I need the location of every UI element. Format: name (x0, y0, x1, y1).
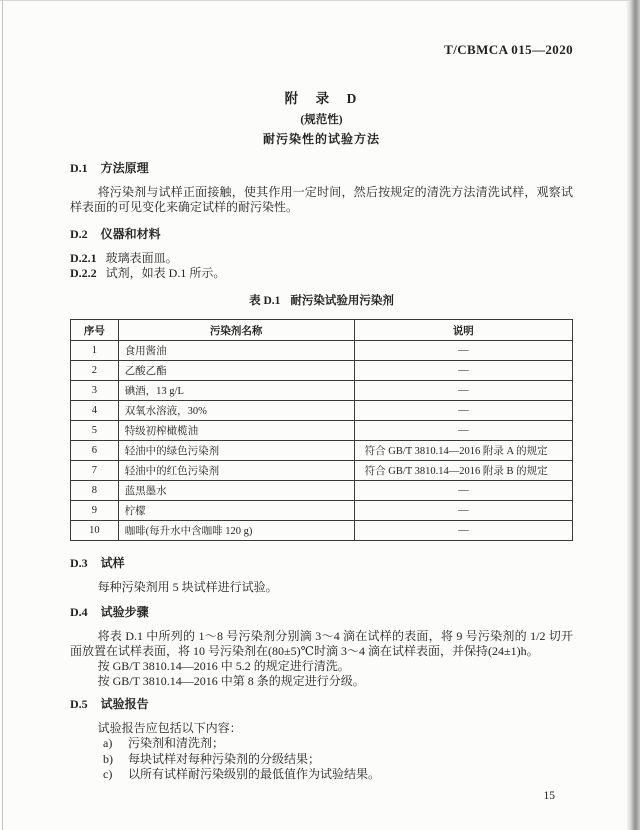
table-header-row (71, 320, 573, 341)
cell-no: 8 (71, 481, 119, 501)
clause-d2-heading (70, 226, 573, 242)
table-caption-number: 表 D.1 (249, 295, 281, 307)
appendix-normative-note: (规范性) (300, 114, 343, 126)
table-caption (70, 294, 573, 309)
clause-d1-title: 方法原理 (100, 161, 149, 175)
cell-no: 1 (71, 341, 119, 361)
cell-note: — (354, 481, 572, 501)
cell-no: 3 (71, 381, 119, 401)
page-content (70, 0, 573, 783)
list-item-label: b) (103, 751, 113, 766)
clause-d3-paragraph: 每种污染剂用 5 块试样进行试验。 (97, 580, 278, 594)
cell-note: 符合 GB/T 3810.14—2016 附录 A 的规定 (354, 441, 572, 461)
cell-name: 蓝黑墨水 (118, 481, 354, 501)
clause-d21-text: 玻璃表面皿。 (105, 251, 178, 265)
clause-d4-paragraph-3: 按 GB/T 3810.14—2016 中第 8 条的规定进行分级。 (97, 674, 365, 688)
cell-note: — (354, 341, 572, 361)
cell-name: 轻油中的绿色污染剂 (118, 441, 354, 461)
clause-d3-title: 试样 (100, 556, 125, 570)
clause-d22 (70, 266, 573, 281)
clause-d1-paragraph: 将污染剂与试样正面接触，使其作用一定时间，然后按规定的清洗方法清洗试样，观察试样表面的可见变化来确定试样的耐污染性。 (70, 185, 573, 214)
scan-edge-left (2, 0, 3, 830)
list-item (70, 752, 573, 768)
cell-no: 9 (71, 501, 119, 521)
column-header-name: 污染剂名称 (118, 320, 354, 341)
cell-name: 食用酱油 (118, 341, 354, 361)
clause-d4-paragraph-1: 将表 D.1 中所列的 1～8 号污染剂分别滴 3～4 滴在试样的表面，将 9 号污染剂的 1/2 切开面放置在试样表面，将 10 号污染剂在(80±5)℃时滴 3～4 滴在试样表面，并保持(24±1)h。 (70, 629, 573, 658)
cell-note: — (354, 421, 572, 441)
cell-name: 咖啡(每升水中含咖啡 120 g) (118, 521, 354, 541)
appendix-title-block (70, 91, 573, 146)
cell-no: 5 (71, 421, 119, 441)
clause-d1-number: D.1 (70, 161, 88, 175)
table-row (71, 421, 573, 441)
appendix-name: 耐污染性的试验方法 (262, 132, 380, 146)
clause-d21-number: D.2.1 (70, 251, 97, 265)
table-row (71, 401, 573, 421)
pollutant-table (70, 319, 573, 541)
clause-d21 (70, 251, 573, 266)
clause-d5-intro: 试验报告应包括以下内容： (97, 721, 242, 735)
clause-d2-title: 仪器和材料 (100, 227, 161, 241)
cell-no: 10 (71, 521, 119, 541)
cell-note: 符合 GB/T 3810.14—2016 附录 B 的规定 (354, 461, 572, 481)
table-row (71, 501, 573, 521)
cell-no: 4 (71, 401, 119, 421)
clause-d5-heading (70, 696, 573, 712)
cell-note: — (354, 521, 572, 541)
standard-number: T/CBMCA 015—2020 (444, 42, 573, 57)
appendix-label: 附 录 D (284, 91, 359, 106)
table-row (71, 521, 573, 541)
table-row (71, 481, 573, 501)
cell-name: 碘酒，13 g/L (118, 381, 354, 401)
clause-d5-title: 试验报告 (100, 697, 149, 711)
clause-d22-number: D.2.2 (70, 266, 97, 280)
clause-d22-text: 试剂，如表 D.1 所示。 (105, 266, 226, 280)
cell-note: — (354, 501, 572, 521)
clause-d4-heading (70, 604, 573, 620)
clause-d2-number: D.2 (70, 227, 88, 241)
cell-name: 轻油中的红色污染剂 (118, 461, 354, 481)
cell-note: — (354, 381, 572, 401)
list-item-text: 污染剂和清洗剂； (128, 736, 225, 750)
table-row (71, 441, 573, 461)
table-row (71, 381, 573, 401)
list-item-text: 以所有试样耐污染级别的最低值作为试验结果。 (128, 767, 381, 781)
cell-name: 乙酸乙酯 (118, 361, 354, 381)
table-row (71, 341, 573, 361)
table-row (71, 361, 573, 381)
clause-d4-title: 试验步骤 (100, 605, 149, 619)
cell-no: 7 (71, 461, 119, 481)
cell-name: 柠檬 (118, 501, 354, 521)
page-number: 15 (543, 790, 555, 802)
clause-d5-number: D.5 (70, 697, 88, 711)
cell-note: — (354, 361, 572, 381)
clause-d1-heading (70, 160, 573, 176)
report-item-list (70, 736, 573, 783)
list-item-text: 每块试样对每种污染剂的分级结果； (128, 751, 321, 766)
list-item-label: c) (103, 767, 113, 781)
table-caption-title: 耐污染试验用污染剂 (290, 295, 394, 307)
clause-d3-heading (70, 555, 573, 571)
cell-name: 特级初榨橄榄油 (118, 421, 354, 441)
table-row (71, 461, 573, 481)
list-item-label: a) (103, 736, 113, 750)
cell-no: 6 (71, 441, 119, 461)
cell-no: 2 (71, 361, 119, 381)
cell-name: 双氧水溶液，30% (118, 401, 354, 421)
list-item (70, 736, 573, 752)
cell-note: — (354, 401, 572, 421)
clause-d3-number: D.3 (70, 556, 88, 570)
column-header-note: 说明 (354, 320, 572, 341)
clause-d4-number: D.4 (70, 605, 88, 619)
list-item (70, 767, 573, 783)
scan-edge-right (626, 0, 640, 830)
clause-d4-paragraph-2: 按 GB/T 3810.14—2016 中 5.2 的规定进行清洗。 (97, 659, 350, 673)
column-header-no: 序号 (71, 320, 119, 341)
